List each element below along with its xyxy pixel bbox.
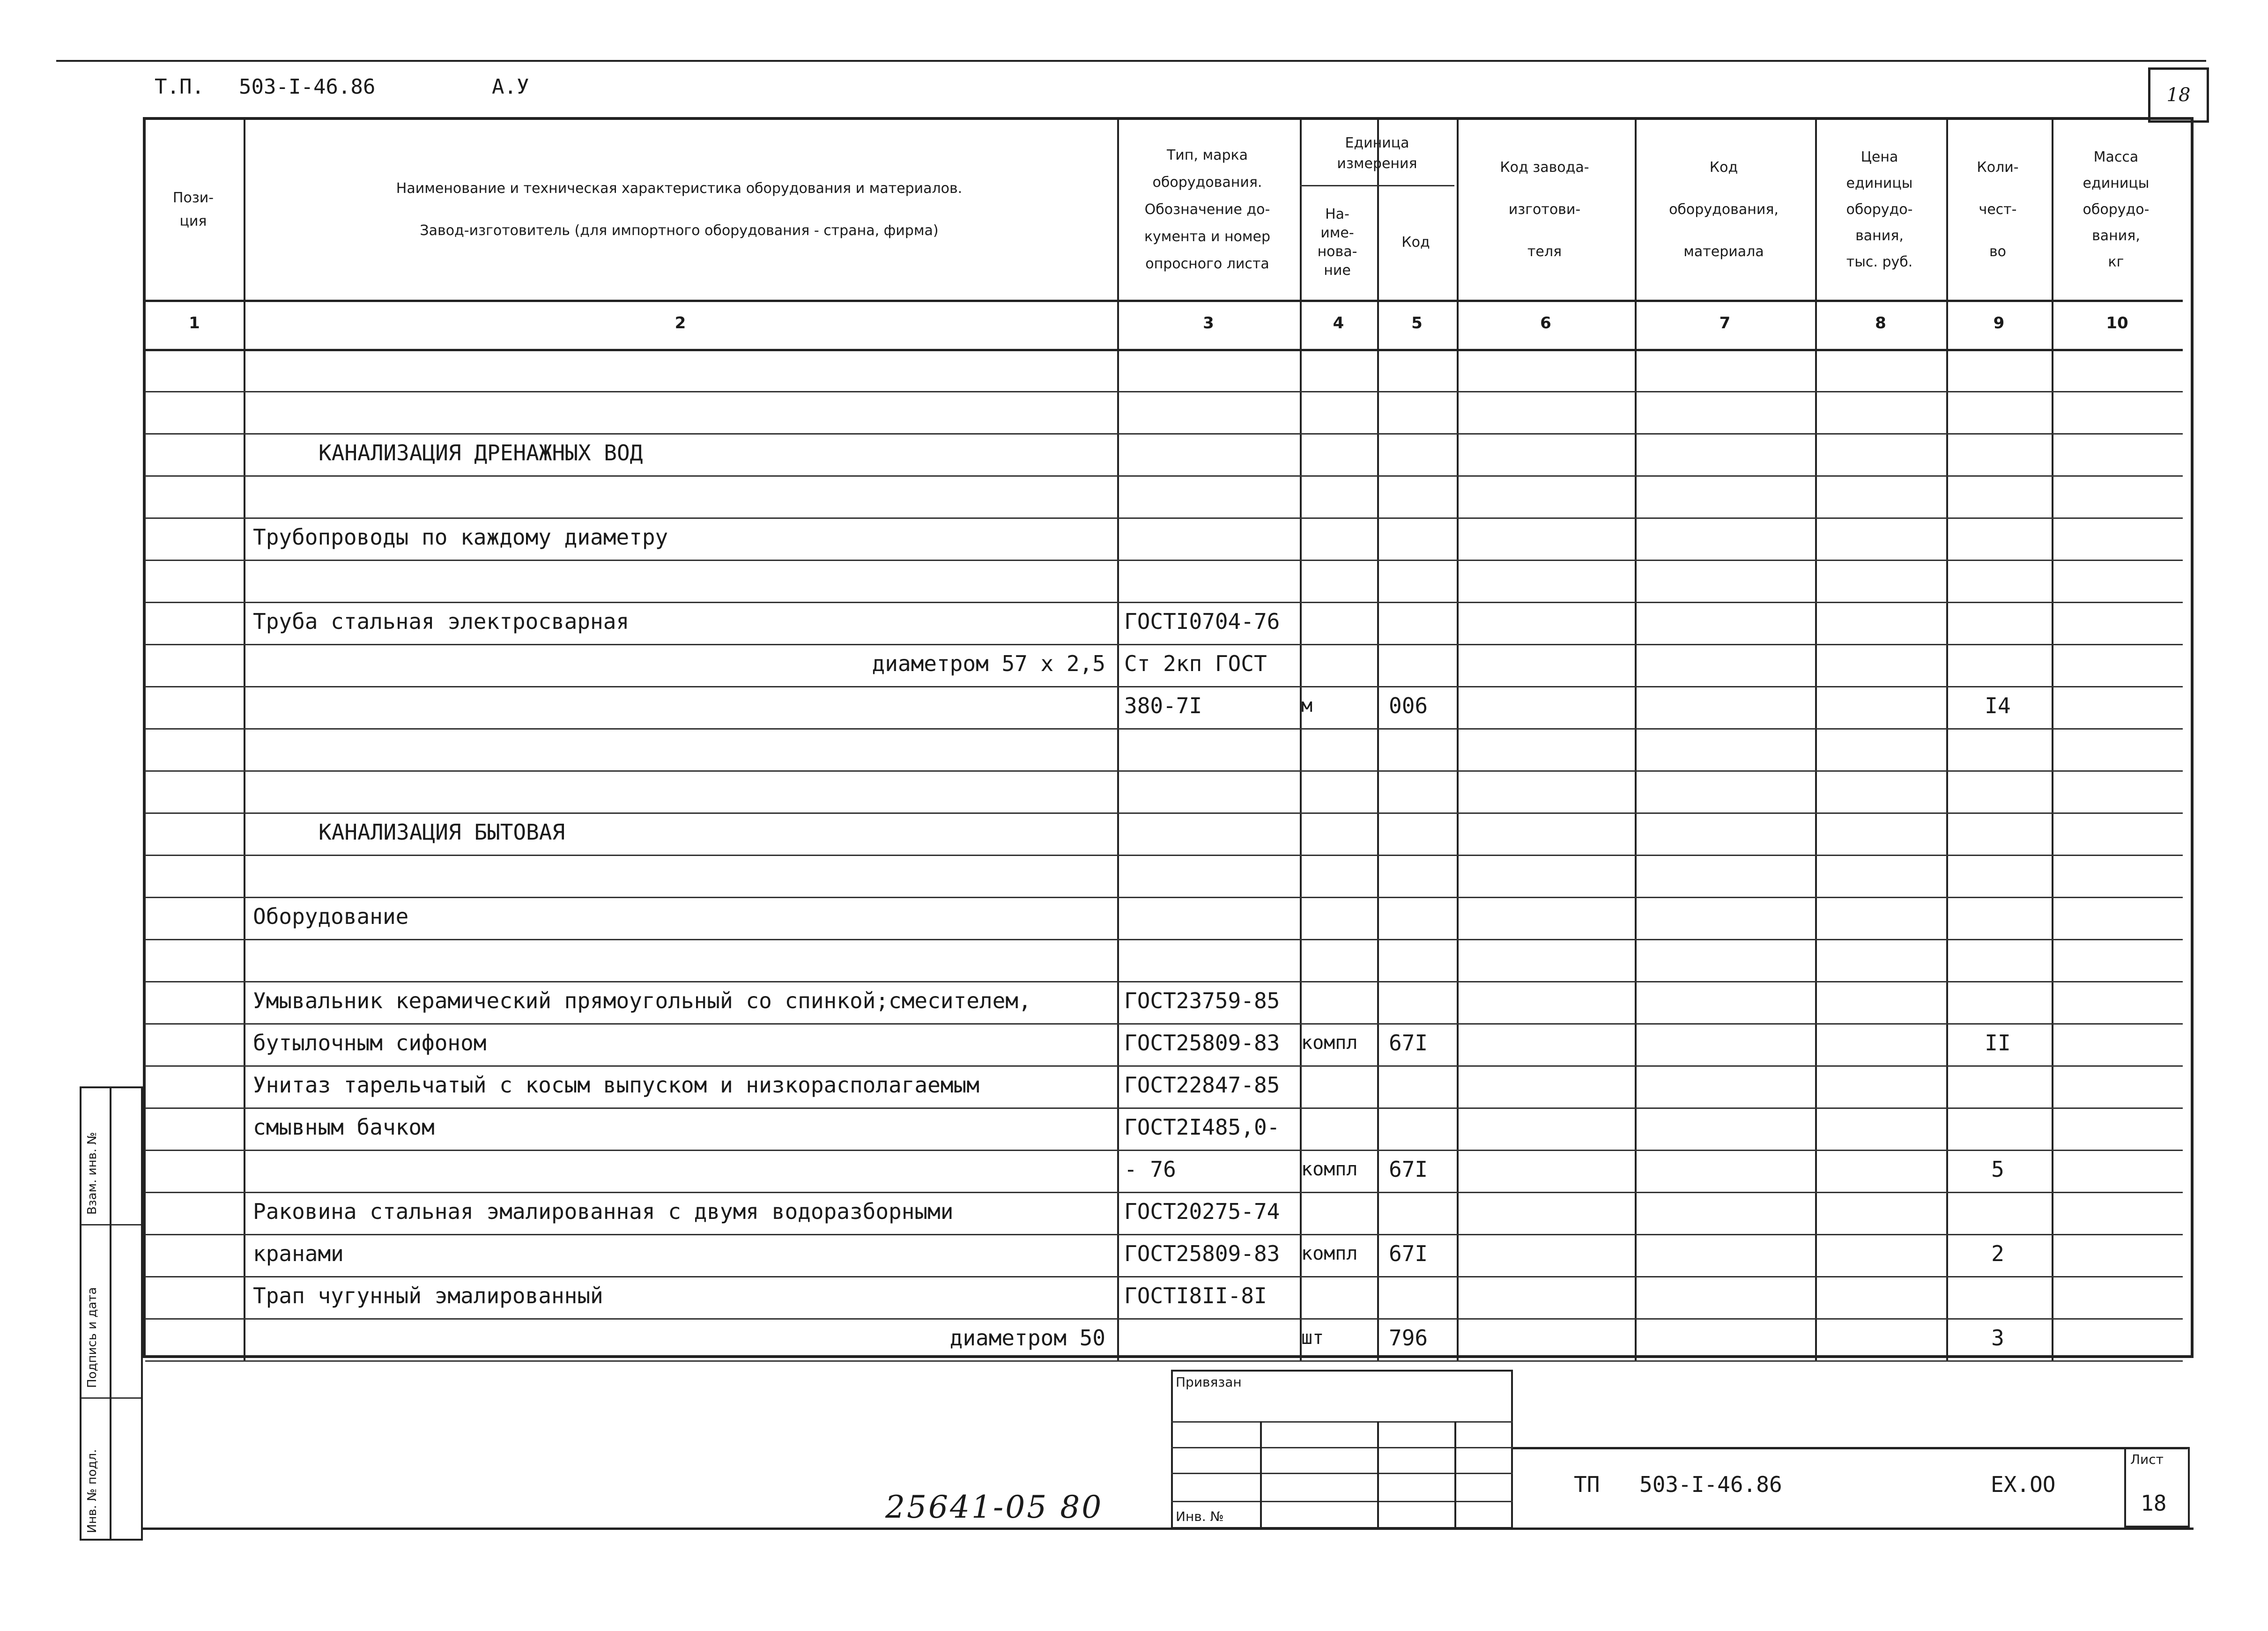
list-label: Лист — [2130, 1452, 2164, 1467]
col-header-position: Пози- ция — [172, 189, 214, 229]
row-unit: компл — [1301, 1243, 1358, 1264]
col-header-quantity: Коли- чест- во — [1977, 159, 2019, 260]
row-unit: компл — [1301, 1159, 1358, 1180]
row-doc: Ст 2кп ГОСТ — [1124, 651, 1267, 676]
column-number: 8 — [1875, 314, 1886, 332]
row-quantity: 2 — [1991, 1241, 2004, 1266]
table-row-line — [145, 855, 2183, 856]
row-doc: 380-7I — [1124, 693, 1202, 718]
row-quantity: II — [1985, 1030, 2011, 1055]
col-header-name — [244, 122, 1115, 297]
stamp-divider — [1377, 1421, 1379, 1529]
col-header-equipment-code: Код оборудования, материала — [1669, 159, 1779, 260]
stamp-doc-code: 503-I-46.86 — [1639, 1472, 1782, 1497]
col-header-mass: Масса единицы оборудо- вания, кг — [2083, 148, 2149, 270]
table-row-line — [145, 1192, 2183, 1193]
row-unit-code: 006 — [1389, 693, 1428, 718]
sidebar-vzam: Взам. инв. № — [85, 1132, 99, 1215]
row-name: диаметром 57 х 2,5 — [872, 651, 1105, 676]
table-row-line — [145, 686, 2183, 687]
colnum-bottom-rule — [145, 349, 2183, 351]
row-unit-code: 796 — [1389, 1325, 1428, 1351]
table-row-line — [145, 728, 2183, 730]
row-name: бутылочным сифоном — [253, 1030, 487, 1055]
row-quantity: I4 — [1985, 693, 2011, 718]
stamp-line — [1171, 1447, 1513, 1448]
sheet-number: 18 — [2148, 67, 2209, 123]
sidebar-inv-podl: Инв. № подл. — [85, 1449, 99, 1533]
col-header-type: Тип, марка оборудования. Обозначение до- кумента и номер опросного листа — [1144, 147, 1271, 272]
table-row-line — [145, 1360, 2183, 1362]
section-label: А.У — [492, 75, 529, 99]
row-name: Труба стальная электросварная — [253, 609, 630, 634]
table-row-line — [145, 812, 2183, 814]
privyazan-box — [1171, 1370, 1513, 1529]
row-doc: ГОСТI8II-8I — [1124, 1283, 1267, 1308]
list-number: 18 — [2141, 1491, 2167, 1516]
row-name: смывным бачком — [253, 1114, 435, 1140]
column-number: 5 — [1411, 314, 1423, 332]
row-doc: ГОСТ2I485,0- — [1124, 1114, 1280, 1140]
column-divider — [1377, 119, 1379, 1360]
col-header-price: Цена единицы оборудо- вания, тыс. руб. — [1846, 148, 1913, 270]
col-header-factory-code: Код завода- изготови- теля — [1500, 159, 1589, 260]
row-quantity: 3 — [1991, 1325, 2004, 1351]
row-unit-code: 67I — [1389, 1157, 1428, 1182]
row-name: диаметром 50 — [949, 1325, 1105, 1351]
row-name: кранами — [253, 1241, 344, 1266]
row-doc: ГОСТ25809-83 — [1124, 1241, 1280, 1266]
row-quantity: 5 — [1991, 1157, 2004, 1182]
row-doc: ГОСТ22847-85 — [1124, 1072, 1280, 1098]
inv-no-label: Инв. № — [1176, 1509, 1224, 1524]
column-number: 7 — [1719, 314, 1731, 332]
column-number: 4 — [1333, 314, 1344, 332]
row-doc: ГОСТ20275-74 — [1124, 1199, 1280, 1224]
table-row-line — [145, 433, 2183, 435]
sidebar-divider — [110, 1088, 111, 1539]
row-doc: - 76 — [1124, 1157, 1176, 1182]
row-unit: шт — [1301, 1327, 1324, 1349]
col-header-name-line2: Завод-изготовитель (для импортного оборудования - страна, фирма) — [420, 222, 939, 239]
row-name: Трап чугунный эмалированный — [253, 1283, 603, 1308]
column-divider — [2052, 119, 2053, 1360]
stamp-divider — [1260, 1421, 1262, 1529]
row-unit-code: 67I — [1389, 1241, 1428, 1266]
table-row-line — [145, 770, 2183, 772]
column-divider — [1117, 119, 1119, 1360]
row-doc: ГОСТ23759-85 — [1124, 988, 1280, 1013]
column-number: 6 — [1540, 314, 1551, 332]
row-name: Унитаз тарельчатый с косым выпуском и низкорасполагаемым — [253, 1072, 979, 1098]
row-unit-code: 67I — [1389, 1030, 1428, 1055]
stamp-divider — [1454, 1421, 1456, 1529]
stamp-top-rule — [1513, 1447, 2187, 1449]
column-divider — [1815, 119, 1817, 1360]
row-name: Умывальник керамический прямоугольный со спинкой;смесителем, — [253, 988, 1031, 1013]
column-number: 3 — [1203, 314, 1214, 332]
row-unit: м — [1301, 695, 1313, 716]
row-doc: ГОСТ25809-83 — [1124, 1030, 1280, 1055]
stamp-line — [1171, 1501, 1513, 1502]
sidebar-podpis: Подпись и дата — [85, 1287, 99, 1388]
stamp-line — [1171, 1421, 1513, 1423]
column-number: 2 — [674, 314, 686, 332]
table-row-line — [145, 475, 2183, 477]
row-name: КАНАЛИЗАЦИЯ БЫТОВАЯ — [319, 819, 565, 845]
col-header-unit-group: Единица измерения — [1337, 134, 1417, 172]
table-row-line — [145, 517, 2183, 519]
row-name: КАНАЛИЗАЦИЯ ДРЕНАЖНЫХ ВОД — [319, 440, 643, 465]
row-unit: компл — [1301, 1032, 1358, 1054]
top-rule — [56, 60, 2206, 62]
table-row-line — [145, 560, 2183, 561]
row-doc: ГОСТI0704-76 — [1124, 609, 1280, 634]
bottom-rule — [143, 1528, 2194, 1530]
column-number: 1 — [189, 314, 200, 332]
column-number: 9 — [1993, 314, 2005, 332]
column-divider — [1457, 119, 1459, 1360]
table-row-line — [145, 1276, 2183, 1277]
row-name: Оборудование — [253, 904, 409, 929]
row-name: Трубопроводы по каждому диаметру — [253, 524, 668, 550]
stamp-line — [1171, 1473, 1513, 1474]
row-name: Раковина стальная эмалированная с двумя водоразборными — [253, 1199, 954, 1224]
tp-label: Т.П. — [155, 75, 204, 99]
column-divider — [244, 119, 245, 1360]
stamp-tp: ТП — [1574, 1472, 1600, 1497]
column-divider — [1635, 119, 1637, 1360]
col-header-unit-name: На- име- нова- ние — [1317, 206, 1357, 279]
left-sidebar — [80, 1086, 143, 1541]
table-row-line — [145, 391, 2183, 392]
table-row-line — [145, 602, 2183, 603]
table-row-line — [145, 1023, 2183, 1025]
table-row-line — [145, 1065, 2183, 1067]
table-row-line — [145, 1234, 2183, 1235]
table-row-line — [145, 981, 2183, 982]
table-row-line — [145, 1150, 2183, 1151]
table-row-line — [145, 1107, 2183, 1109]
handwritten-number: 25641-05 80 — [885, 1489, 1104, 1525]
table-row-line — [145, 897, 2183, 898]
col-header-name-line1: Наименование и техническая характеристика оборудования и материалов. — [396, 180, 963, 197]
table-row-line — [145, 1318, 2183, 1320]
header-bottom-rule — [145, 300, 2183, 302]
project-code: 503-I-46.86 — [239, 75, 376, 99]
column-number: 10 — [2106, 314, 2128, 332]
stamp-sheet-mark: ЕХ.ОО — [1991, 1472, 2056, 1497]
unit-group-divider — [1300, 185, 1454, 186]
table-row-line — [145, 939, 2183, 940]
col-header-unit-code: Код — [1401, 234, 1430, 251]
privyazan-label: Привязан — [1176, 1374, 1242, 1390]
table-row-line — [145, 644, 2183, 645]
